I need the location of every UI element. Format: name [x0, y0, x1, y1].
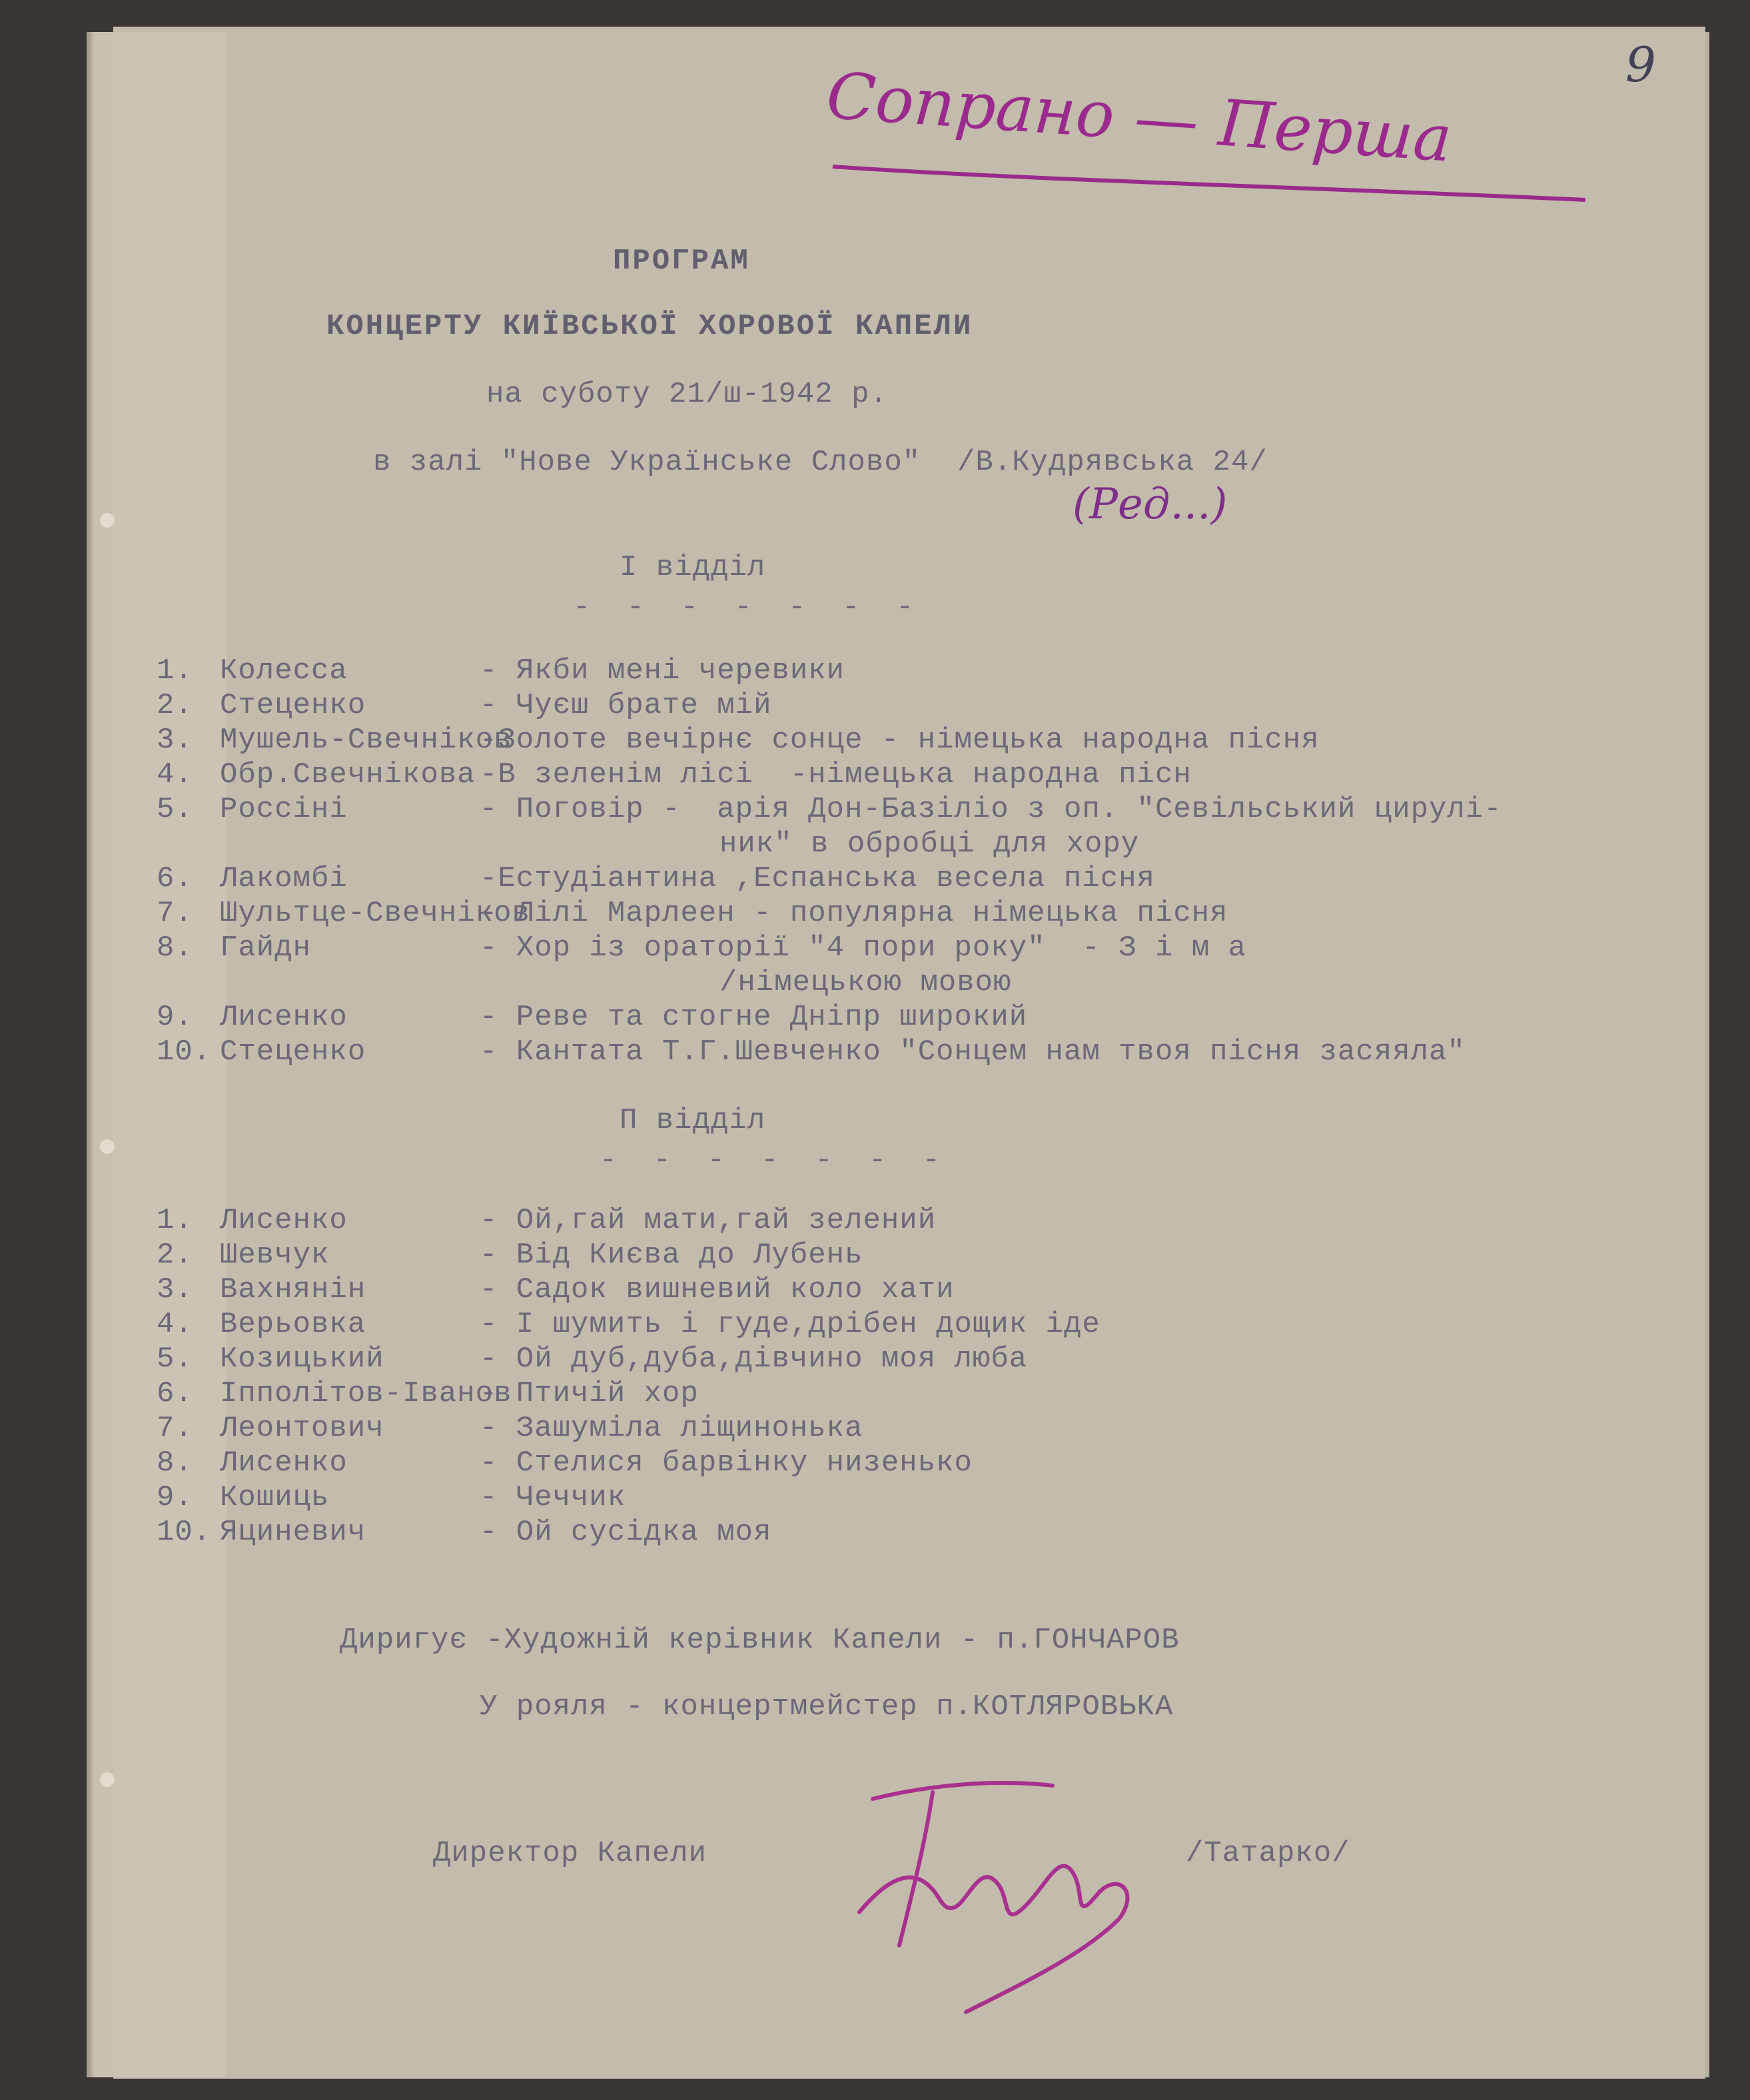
- director-name: /Татарко/: [1186, 1837, 1350, 1870]
- item-composer: Гайдн: [220, 931, 312, 965]
- item-number: 2.: [157, 689, 193, 722]
- annotation-underline: [826, 153, 1625, 207]
- piano-line: У рояля - концертмейстер п.КОТЛЯРОВЬКА: [480, 1690, 1174, 1724]
- venue-handwritten-note: (Ред...): [1073, 480, 1228, 529]
- item-work: - Поговір - арія Дон-Базіліо з оп. "Севільський цирулі-: [480, 793, 1502, 826]
- item-work: - Хор із ораторії "4 пори року" - З і м а: [480, 931, 1246, 965]
- item-number: 3.: [157, 1273, 193, 1307]
- item-number: 9.: [157, 1481, 193, 1514]
- item-number: 1.: [157, 1204, 193, 1237]
- document-title: ПРОГРАМ: [613, 245, 750, 278]
- item-work: - Садок вишневий коло хати: [480, 1273, 955, 1307]
- item-work: - Ой сусідка моя: [480, 1516, 772, 1549]
- item-work: - Якби мені черевики: [480, 654, 845, 688]
- item-composer: Стеценко: [220, 1035, 366, 1069]
- item-composer: Кошиць: [220, 1481, 330, 1514]
- item-composer: Іпполітов-Іванов: [220, 1377, 512, 1410]
- item-work: - Зашуміла ліщинонька: [480, 1412, 863, 1445]
- item-number: 6.: [157, 862, 193, 895]
- item-composer: Верьовка: [220, 1308, 366, 1341]
- date-line: на суботу 21/ш-1942 р.: [486, 378, 888, 411]
- section2-title: П відділ: [620, 1104, 766, 1137]
- item-number: 9.: [157, 1001, 193, 1034]
- item-composer: Лисенко: [220, 1204, 348, 1237]
- item-number: 2.: [157, 1239, 193, 1272]
- director-signature: [833, 1759, 1166, 2039]
- item-composer: Обр.Свечнікова: [220, 758, 476, 791]
- section1-title: I відділ: [620, 551, 766, 584]
- item-work: - Від Києва до Лубень: [480, 1239, 863, 1272]
- item-number: 7.: [157, 897, 193, 930]
- item-work: - Ой,гай мати,гай зелений: [480, 1204, 937, 1237]
- item-composer: Россіні: [220, 793, 348, 826]
- item-work: - Реве та стогне Дніпр широкий: [480, 1001, 1028, 1034]
- item-work: - Ой дуб,дуба,дівчино моя люба: [480, 1342, 1028, 1376]
- item-composer: Лисенко: [220, 1001, 348, 1034]
- item-composer: Вахнянін: [220, 1273, 366, 1307]
- conductor-line: Диригує -Художній керівник Капели - п.ГОНЧАРОВ: [340, 1624, 1180, 1657]
- sheet-number: 9: [1625, 37, 1656, 93]
- item-number: 8.: [157, 1446, 193, 1480]
- item-composer: Стеценко: [220, 689, 366, 722]
- item-work: - Чеччик: [480, 1481, 626, 1514]
- binding-hole: [100, 1772, 115, 1787]
- item-work: /німецькою мовою: [719, 966, 1012, 999]
- item-number: 4.: [157, 1308, 193, 1341]
- item-number: 10.: [157, 1516, 212, 1549]
- item-work: -В зеленім лісі -німецька народна пісн: [480, 758, 1192, 791]
- item-work: - Кантата Т.Г.Шевченко "Сонцем нам твоя пісня засяяла": [480, 1035, 1466, 1069]
- item-work: - Стелися барвінку низенько: [480, 1446, 973, 1480]
- section1-dashes: - - - - - - -: [573, 591, 923, 624]
- item-number: 5.: [157, 1342, 193, 1376]
- item-composer: Лисенко: [220, 1446, 348, 1480]
- item-number: 3.: [157, 724, 193, 757]
- item-work: - І шумить і гуде,дрібен дощик іде: [480, 1308, 1100, 1341]
- item-composer: Шевчук: [220, 1239, 330, 1272]
- item-composer: Лакомбі: [220, 862, 348, 895]
- section2-dashes: - - - - - - -: [600, 1144, 950, 1177]
- item-work: -Золоте вечірнє сонце - німецька народна пісня: [480, 724, 1320, 757]
- venue-line: в залі "Нове Українське Слово" /В.Кудрявська 24/: [373, 446, 1268, 479]
- item-number: 5.: [157, 793, 193, 826]
- binding-hole: [100, 513, 115, 528]
- item-composer: Мушель-Свечніков: [220, 724, 512, 757]
- binding-hole: [100, 1139, 115, 1154]
- item-composer: Леонтович: [220, 1412, 384, 1445]
- item-number: 10.: [157, 1035, 212, 1069]
- director-label: Директор Капели: [433, 1837, 707, 1870]
- item-number: 6.: [157, 1377, 193, 1410]
- document-subtitle: КОНЦЕРТУ КИЇВСЬКОЇ ХОРОВОЇ КАПЕЛИ: [326, 310, 973, 343]
- item-work: - Лілі Марлеен - популярна німецька пісня: [480, 897, 1228, 930]
- item-composer: Колесса: [220, 654, 348, 688]
- item-composer: Шультце-Свечніков: [220, 897, 530, 930]
- item-number: 4.: [157, 758, 193, 791]
- item-number: 7.: [157, 1412, 193, 1445]
- item-work: ник" в обробці для хору: [719, 827, 1140, 861]
- item-work: -Естудіантина ,Еспанська весела пісня: [480, 862, 1155, 895]
- item-number: 1.: [157, 654, 193, 688]
- item-composer: Яциневич: [220, 1516, 366, 1549]
- item-number: 8.: [157, 931, 193, 965]
- item-work: - Птичій хор: [480, 1377, 699, 1410]
- handwritten-annotation: Сопрано — Перша: [824, 58, 1454, 177]
- item-work: - Чуєш брате мій: [480, 689, 772, 722]
- item-composer: Козицький: [220, 1342, 384, 1376]
